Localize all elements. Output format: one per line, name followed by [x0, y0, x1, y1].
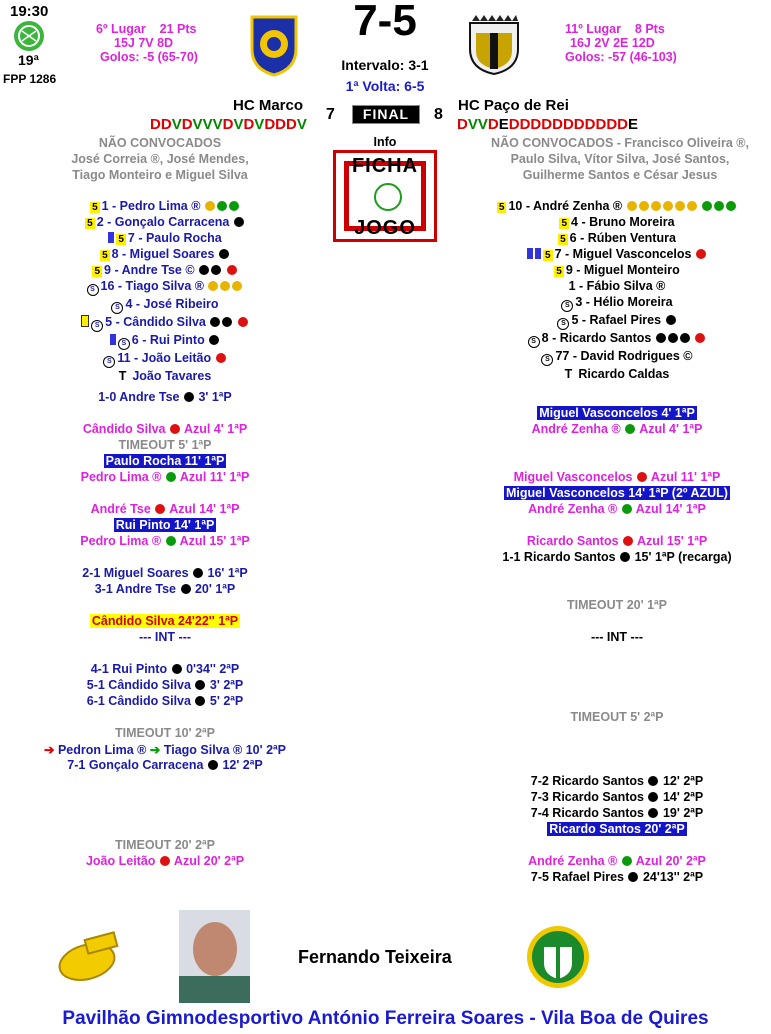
player-row[interactable]: 5 8 - Miguel Soares [0, 246, 330, 262]
player-row[interactable]: S 5 - Cândido Silva [0, 314, 330, 332]
event-blue-card: Pedro Lima ® Azul 15' 1ªP [80, 534, 250, 548]
away-goals: Golos: -57 (46-103) [565, 50, 677, 64]
event-goal: 7-2 Ricardo Santos 12' 2ªP [530, 774, 704, 788]
player-row[interactable]: 5 6 - Rúben Ventura [560, 231, 676, 245]
form-result: V [171, 116, 182, 133]
form-result: D [573, 116, 585, 133]
event-timeout: TIMEOUT 20' 1ªP [567, 598, 667, 612]
event-goal: 1-0 Andre Tse 3' 1ªP [98, 390, 232, 404]
home-crest-icon [249, 13, 299, 77]
home-crest [249, 13, 299, 80]
home-team-fouls: 7 [326, 106, 335, 123]
player-row[interactable]: S 5 - Rafael Pires [462, 312, 771, 330]
form-result: V [254, 116, 265, 133]
form-result: D [286, 116, 297, 133]
away-not-called-line: Paulo Silva, Vítor Silva, José Santos, [510, 152, 730, 166]
home-record: 15J 7V 8D [114, 36, 174, 50]
player-row[interactable]: 5 4 - Bruno Moreira [561, 215, 675, 229]
match-time: 19:30 [10, 3, 49, 20]
event-goal: 7-1 Gonçalo Carracena 12' 2ªP [67, 758, 263, 772]
form-result: D [584, 116, 596, 133]
away-record: 16J 2V 2E 12D [570, 36, 655, 50]
coach-row[interactable]: T Ricardo Caldas [564, 367, 670, 381]
event-blue-card: André Zenha ® Azul 4' 1ªP [531, 422, 703, 436]
form-result: D [562, 116, 574, 133]
form-result: D [552, 116, 563, 133]
event-blue-card: André Zenha ® Azul 20' 2ªP [528, 854, 706, 868]
player-row[interactable]: S 77 - David Rodrigues © [462, 348, 771, 366]
player-row[interactable]: S 16 - Tiago Silva ® [0, 278, 330, 296]
form-result: D [508, 116, 520, 133]
event-timeout: TIMEOUT 20' 2ªP [115, 838, 215, 852]
association-logo [526, 925, 591, 993]
form-result: D [606, 116, 618, 133]
player-row[interactable]: 5 9 - Andre Tse © [0, 262, 330, 278]
event-blue-card: Miguel Vasconcelos Azul 11' 1ªP [513, 470, 721, 484]
player-row[interactable]: 5 9 - Miguel Monteiro [556, 263, 680, 277]
home-goals: Golos: -5 (65-70) [100, 50, 198, 64]
event-red-card: Cândido Silva 24'22'' 1ªP [91, 614, 239, 628]
ficha-label: FICHA [351, 155, 419, 177]
player-row[interactable]: S 8 - Ricardo Santos [462, 330, 771, 348]
venue-name: Pavilhão Gimnodesportivo António Ferreira Soares - Vila Boa de Quires [62, 1008, 709, 1029]
home-not-called-line: José Correia ®, José Mendes, [71, 152, 249, 166]
coach-row[interactable]: T João Tavares [118, 369, 212, 383]
form-result: D [243, 116, 255, 133]
final-score: 7-5 [353, 0, 417, 45]
form-result: D [150, 116, 161, 133]
away-crest [466, 13, 522, 78]
form-result: D [617, 116, 629, 133]
form-result: V [233, 116, 244, 133]
form-result: D [181, 116, 193, 133]
event-blue-card: João Leitão Azul 20' 2ªP [85, 854, 245, 868]
away-not-called [475, 135, 765, 183]
round-number: 19ª [18, 52, 39, 68]
away-lineup [462, 198, 771, 382]
halftime-score: Intervalo: 3-1 [341, 57, 429, 73]
event-blue-card: Cândido Silva Azul 4' 1ªP [82, 422, 248, 436]
away-team-fouls: 8 [434, 106, 443, 123]
away-place: 11º Lugar [565, 22, 621, 36]
federation-logo [14, 21, 44, 51]
form-result: V [296, 116, 307, 133]
home-place: 6º Lugar [96, 22, 146, 36]
sub-out-icon: ➔ [43, 743, 55, 757]
event-goal: 6-1 Cândido Silva 5' 2ªP [86, 694, 244, 708]
event-interval: --- INT --- [138, 630, 192, 644]
away-points: 8 Pts [634, 22, 665, 36]
form-result: D [457, 116, 468, 133]
form-result: D [530, 116, 542, 133]
away-form-sequence [457, 116, 638, 133]
event-goal: 5-1 Cândido Silva 3' 2ªP [86, 678, 244, 692]
event-suspension: Miguel Vasconcelos 4' 1ªP [539, 406, 695, 420]
event-blue-card: André Zenha ® Azul 14' 1ªP [528, 502, 706, 516]
home-not-called-line: Tiago Monteiro e Miguel Silva [72, 168, 248, 182]
form-result: V [212, 116, 223, 133]
player-figure-icon [374, 183, 402, 211]
event-suspension: Miguel Vasconcelos 14' 1ªP (2º AZUL) [506, 486, 728, 500]
home-lineup [0, 198, 330, 384]
info-label[interactable]: Info [373, 135, 397, 149]
player-row[interactable]: 5 7 - Paulo Rocha [0, 230, 330, 246]
form-result: V [467, 116, 478, 133]
jogo-label: JOGO [354, 217, 416, 239]
form-result: D [541, 116, 553, 133]
player-row[interactable]: S 4 - José Ribeiro [0, 296, 330, 314]
referee-name[interactable]: Fernando Teixeira [298, 947, 452, 967]
home-form-sequence [150, 116, 307, 133]
event-blue-card: André Tse Azul 14' 1ªP [90, 502, 240, 516]
event-goal: 2-1 Miguel Soares 16' 1ªP [82, 566, 248, 580]
form-result: D [487, 116, 499, 133]
form-result: D [275, 116, 286, 133]
home-stats [96, 22, 198, 64]
event-goal: 7-5 Rafael Pires 24'13'' 2ªP [530, 870, 704, 884]
home-points: 21 Pts [159, 22, 197, 36]
player-row[interactable]: S 11 - João Leitão [0, 350, 330, 368]
event-goal: 7-3 Ricardo Santos 14' 2ªP [530, 790, 704, 804]
player-row[interactable]: 5 7 - Miguel Vasconcelos [462, 246, 771, 262]
home-not-called-title: NÃO CONVOCADOS [98, 136, 222, 150]
form-result: V [477, 116, 488, 133]
form-result: D [595, 116, 607, 133]
federation-logo-icon [14, 21, 44, 51]
event-timeout: TIMEOUT 5' 2ªP [570, 710, 664, 724]
event-timeout: TIMEOUT 5' 1ªP [118, 438, 212, 452]
event-blue-card: Pedro Lima ® Azul 11' 1ªP [80, 470, 250, 484]
event-suspension: Ricardo Santos 20' 2ªP [549, 822, 685, 836]
form-result: E [628, 116, 639, 133]
event-blue-card: Ricardo Santos Azul 15' 1ªP [526, 534, 708, 548]
final-badge: FINAL [352, 105, 420, 124]
sub-in-icon: ➔ [149, 743, 161, 757]
form-result: D [519, 116, 531, 133]
player-row[interactable]: 1 - Fábio Silva ® [568, 279, 666, 293]
away-not-called-line: Guilherme Santos e César Jesus [522, 168, 718, 182]
player-row[interactable]: 5 2 - Gonçalo Carracena [0, 214, 330, 230]
event-goal: 4-1 Rui Pinto 0'34'' 2ªP [90, 662, 240, 676]
player-row[interactable]: 5 10 - André Zenha ® [462, 198, 771, 214]
event-timeout: TIMEOUT 10' 2ªP [115, 726, 215, 740]
whistle-icon [52, 928, 122, 986]
event-goal: 1-1 Ricardo Santos 15' 1ªP (recarga) [502, 550, 732, 564]
player-row[interactable]: S 6 - Rui Pinto [0, 332, 330, 350]
player-row[interactable]: S 3 - Hélio Moreira [462, 294, 771, 312]
player-row[interactable]: 5 1 - Pedro Lima ® [0, 198, 330, 214]
form-result: E [498, 116, 509, 133]
away-crest-icon [466, 13, 522, 75]
form-result: D [160, 116, 172, 133]
home-team-name[interactable]: HC Marco [233, 97, 304, 114]
form-result: V [192, 116, 203, 133]
event-goal: 3-1 Andre Tse 20' 1ªP [94, 582, 236, 596]
referee-photo [179, 910, 250, 1003]
event-suspension: Rui Pinto 14' 1ªP [115, 518, 215, 532]
match-sheet-button[interactable] [333, 150, 437, 242]
away-stats [565, 22, 677, 64]
event-substitution: ➔ Pedron Lima ® ➔ Tiago Silva ® 10' 2ªP [43, 743, 286, 757]
event-goal: 7-4 Ricardo Santos 19' 2ªP [530, 806, 704, 820]
first-leg-score: 1ª Volta: 6-5 [345, 78, 425, 94]
home-not-called [40, 135, 280, 183]
event-suspension: Paulo Rocha 11' 1ªP [105, 454, 225, 468]
event-interval: --- INT --- [590, 630, 644, 644]
form-result: D [264, 116, 276, 133]
away-not-called-title: NÃO CONVOCADOS - Francisco Oliveira ®, [491, 136, 749, 150]
form-result: D [222, 116, 234, 133]
away-team-name[interactable]: HC Paço de Rei [458, 97, 569, 114]
match-code: FPP 1286 [3, 72, 57, 86]
form-result: V [202, 116, 213, 133]
